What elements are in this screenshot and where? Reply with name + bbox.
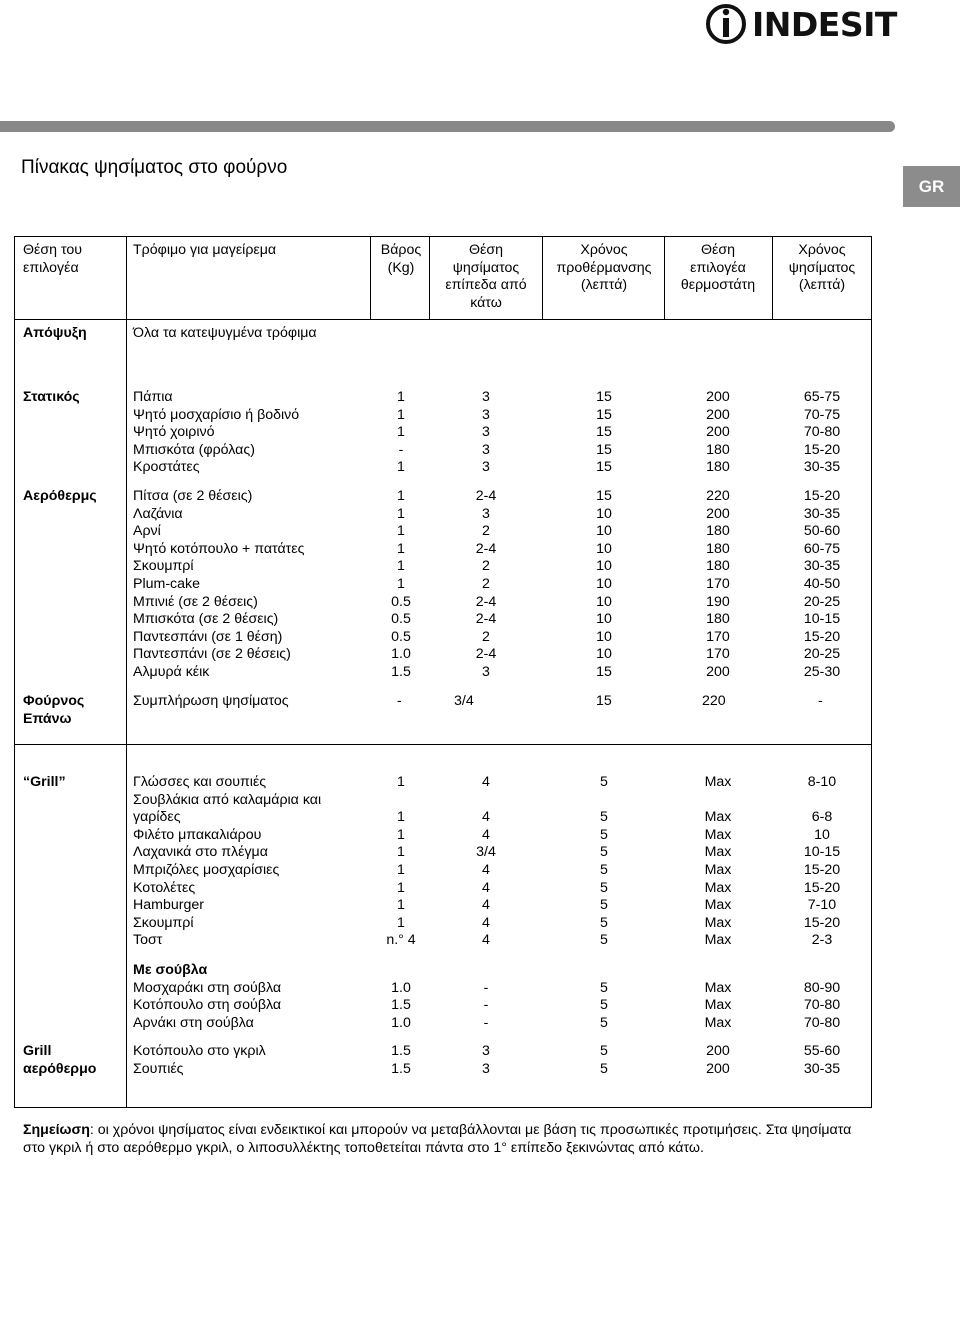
cell-text: Max — [704, 861, 732, 878]
top-rule — [0, 121, 895, 132]
cell-text: 1 — [397, 914, 405, 931]
cell-text: 4 — [482, 774, 490, 790]
cell-text: 200 — [706, 406, 730, 423]
cell-text: 10 — [596, 523, 612, 540]
col-line — [772, 236, 773, 319]
cell-text: 10 — [814, 826, 830, 843]
cell-text: 1 — [397, 861, 405, 878]
cell-text: Σουπιές — [133, 1060, 184, 1077]
sub-level-list — [432, 980, 540, 1033]
cell-text: 3 — [482, 389, 490, 405]
cell-text: 25-30 — [803, 663, 841, 680]
cell-text: 10 — [596, 611, 612, 628]
cell-text: 10 — [596, 575, 612, 592]
weight-list — [374, 389, 428, 477]
cell-text: 5 — [600, 1060, 608, 1077]
cell-text: 15-20 — [803, 628, 841, 645]
cell-text: 1 — [397, 809, 405, 826]
cell-text: 5 — [600, 914, 608, 931]
cell-text: 200 — [706, 424, 730, 441]
footnote-label: Σημείωση — [23, 1122, 90, 1138]
col-line — [871, 236, 872, 1108]
cell-text: - — [483, 997, 489, 1014]
cell-text: Σουβλάκια από καλαμάρια και — [133, 791, 322, 808]
food-list — [133, 389, 369, 477]
food-list — [133, 774, 369, 950]
header-level — [432, 242, 540, 312]
cell-text: 15 — [596, 424, 612, 441]
cell-text: 200 — [706, 1060, 730, 1077]
cell-text: 200 — [706, 1043, 730, 1059]
cell-text: 4 — [482, 914, 490, 931]
cell-text: 5 — [600, 861, 608, 878]
header-mode — [23, 242, 125, 277]
cell-text: Max — [704, 879, 732, 896]
cell-text: Ψητό κοτόπουλο + πατάτες — [133, 540, 305, 557]
cell-text — [432, 792, 540, 810]
food-list — [133, 1043, 369, 1078]
cell-text: 70-75 — [803, 406, 841, 423]
col-line — [542, 236, 543, 319]
header-text: ψησίματος — [452, 259, 520, 276]
cell-text: 2 — [482, 558, 490, 575]
cell-text: Αρνάκι στη σούβλα — [133, 1014, 254, 1031]
cell-text: 1 — [397, 774, 405, 790]
cell-text: Παντεσπάνι (σε 1 θέση) — [133, 628, 283, 645]
header-text: Θέση — [700, 242, 735, 258]
cell-text: 5 — [600, 997, 608, 1014]
thermostat-list — [666, 488, 770, 682]
cell-text: Κοτόπουλο στο γκριλ — [133, 1043, 266, 1059]
cell-text: 5 — [600, 897, 608, 914]
cell-text: 1 — [397, 879, 405, 896]
cell-text: 1.0 — [391, 979, 411, 996]
cell-text: Σκουμπρί — [133, 914, 194, 931]
cell-text: 1 — [397, 459, 405, 476]
cell-text: Max — [704, 932, 732, 949]
cell-text: 1.0 — [391, 646, 411, 663]
cell-text: Γλώσσες και σουπιές — [133, 774, 267, 790]
food-list — [133, 325, 369, 343]
cell-text: 15-20 — [803, 914, 841, 931]
header-thermostat — [666, 242, 770, 295]
cell-text: 15 — [596, 389, 612, 405]
cell-text: Μπισκότα (φρόλας) — [133, 441, 255, 458]
cell-text: Τοστ — [133, 932, 163, 949]
cell-text: Μοσχαράκι στη σούβλα — [133, 979, 282, 996]
cell-text: 180 — [706, 540, 730, 557]
cell-text: 65-75 — [803, 389, 841, 405]
header-text: Χρόνος — [798, 242, 846, 258]
cell-text: 15 — [596, 459, 612, 476]
cell-text: 1 — [397, 406, 405, 423]
preheat-list — [545, 389, 663, 477]
cell-text: 1 — [397, 844, 405, 861]
header-text: ψησίματος — [788, 259, 856, 276]
section-mode — [23, 325, 125, 343]
sub-food-list — [133, 980, 369, 1033]
cell-text: 20-25 — [803, 646, 841, 663]
cell-text: 0.5 — [391, 593, 411, 610]
cell-text: 1 — [397, 897, 405, 914]
sub-weight-list — [374, 980, 428, 1033]
cell-text: 200 — [706, 663, 730, 680]
cell-text: 2-3 — [811, 932, 833, 949]
cell-text: Ψητό χοιρινό — [133, 424, 215, 441]
cell-text: 80-90 — [803, 979, 841, 996]
cell-text: 4 — [482, 826, 490, 843]
cell-text: 15 — [596, 488, 612, 504]
cell-text: 4 — [482, 809, 490, 826]
summary-thermo: 220 — [702, 693, 726, 709]
cell-text: 1.5 — [391, 1060, 411, 1077]
cell-text: 1 — [397, 540, 405, 557]
thermostat-list — [666, 1043, 770, 1078]
sub-time-list — [774, 980, 870, 1033]
cell-text: Στατικός — [23, 389, 80, 405]
cell-text: 10 — [596, 628, 612, 645]
cell-text: Λαζάνια — [133, 505, 183, 522]
cell-text: 1 — [397, 424, 405, 441]
cell-text: Plum-cake — [133, 575, 201, 592]
cell-text: 15 — [596, 663, 612, 680]
cell-text: 170 — [706, 628, 730, 645]
cell-text: 180 — [706, 523, 730, 540]
cell-text: 1 — [397, 523, 405, 540]
col-line — [14, 236, 15, 1108]
cell-text: 2-4 — [475, 488, 497, 504]
cell-text: 0.5 — [391, 611, 411, 628]
cell-text: 1.5 — [391, 1043, 411, 1059]
cell-text: - — [483, 1014, 489, 1031]
cell-text: 3 — [482, 1060, 490, 1077]
preheat-list — [545, 1043, 663, 1078]
cell-text: 0.5 — [391, 628, 411, 645]
preheat-list — [545, 488, 663, 682]
header-text: (Kg) — [387, 259, 415, 276]
cell-text: 15-20 — [803, 879, 841, 896]
level-list — [432, 1043, 540, 1078]
section-mode — [23, 1043, 125, 1078]
cell-text: 5 — [600, 932, 608, 949]
food-list — [133, 693, 369, 711]
header-text: Βάρος — [380, 242, 422, 258]
cell-text: Αερόθερμς — [23, 488, 97, 504]
header-text: (λεπτά) — [798, 277, 846, 294]
cell-text: 15-20 — [803, 488, 841, 504]
cell-text: 5 — [600, 844, 608, 861]
cell-text: 60-75 — [803, 540, 841, 557]
cell-text: 10 — [596, 646, 612, 663]
cell-text: 3 — [482, 1043, 490, 1059]
cell-text: Hamburger — [133, 897, 204, 914]
table-border-top — [14, 236, 871, 237]
cell-text: 1 — [397, 389, 405, 405]
summary-preheat: 15 — [596, 693, 612, 709]
cell-text: Max — [704, 809, 732, 826]
cell-text: 3 — [482, 663, 490, 680]
level-list — [432, 389, 540, 477]
cell-text: 4 — [482, 861, 490, 878]
cell-text: 5 — [600, 774, 608, 790]
cell-text: 1 — [397, 575, 405, 592]
cell-text: Max — [704, 897, 732, 914]
header-time — [774, 242, 870, 295]
cell-text: Grill — [23, 1043, 52, 1059]
cell-text: 5 — [600, 1043, 608, 1059]
thermostat-list — [666, 389, 770, 477]
cell-text: Επάνω — [23, 710, 72, 727]
section-mode — [23, 488, 125, 506]
sub-thermostat-list — [666, 980, 770, 1033]
cell-text: 55-60 — [803, 1043, 841, 1059]
cell-text: 200 — [706, 389, 730, 405]
header-food — [133, 242, 369, 260]
cell-text: 1 — [397, 826, 405, 843]
cell-text — [666, 792, 770, 810]
cell-text: Πάπια — [133, 389, 173, 405]
time-list — [774, 488, 870, 682]
cell-text: 40-50 — [803, 575, 841, 592]
cell-text: 4 — [482, 932, 490, 949]
cell-text: 10 — [596, 505, 612, 522]
header-text: προθέρμανσης — [556, 259, 652, 276]
header-text: Τρόφιμο για μαγείρεμα — [133, 242, 277, 258]
cell-text: Λαχανικά στο πλέγμα — [133, 844, 268, 861]
cell-text: Αρνί — [133, 523, 161, 540]
cell-text — [545, 792, 663, 810]
cell-text: Max — [704, 997, 732, 1014]
cell-text: 3 — [482, 406, 490, 423]
cell-text: 200 — [706, 505, 730, 522]
summary-time: - — [818, 693, 823, 709]
cell-text: “Grill” — [23, 774, 66, 790]
footnote — [23, 1122, 868, 1157]
time-list — [774, 1043, 870, 1078]
cell-text: 10-15 — [803, 611, 841, 628]
cell-text: Σκουμπρί — [133, 558, 194, 575]
cell-text: Max — [704, 844, 732, 861]
cell-text: 30-35 — [803, 558, 841, 575]
cell-text: Κοτολέτες — [133, 879, 196, 896]
cell-text: 2-4 — [475, 540, 497, 557]
header-text: επίπεδα από — [445, 277, 527, 294]
header-weight — [374, 242, 428, 277]
cell-text: 3 — [482, 424, 490, 441]
cell-text: Παντεσπάνι (σε 2 θέσεις) — [133, 646, 291, 663]
cell-text: Max — [704, 774, 732, 790]
cell-text: 30-35 — [803, 1060, 841, 1077]
cell-text: 7-10 — [807, 897, 837, 914]
col-line — [126, 236, 127, 1108]
cell-text: Max — [704, 914, 732, 931]
weight-list — [374, 774, 428, 950]
header-text: Θέση — [468, 242, 503, 258]
sub-heading: Με σούβλα — [133, 962, 208, 978]
cell-text: 3 — [482, 441, 490, 458]
cell-text: Max — [704, 1014, 732, 1031]
header-text: κάτω — [470, 294, 502, 311]
cell-text: 1 — [397, 488, 405, 504]
summary-weight: - — [397, 693, 402, 709]
cell-text: 3/4 — [476, 844, 496, 861]
cell-text: 4 — [482, 897, 490, 914]
cell-text: 5 — [600, 979, 608, 996]
cell-text: n.° 4 — [386, 932, 416, 949]
cell-text: 2 — [482, 523, 490, 540]
cell-text: 4 — [482, 879, 490, 896]
cell-text: 1.0 — [391, 1014, 411, 1031]
cell-text: 5 — [600, 826, 608, 843]
page-title: Πίνακας ψησίματος στο φούρνο — [21, 157, 288, 178]
time-list — [774, 774, 870, 950]
cell-text: Max — [704, 979, 732, 996]
cell-text: γαρίδες — [133, 809, 181, 826]
cell-text: Φούρνος — [23, 693, 85, 709]
food-list — [133, 488, 369, 682]
cell-text: 8-10 — [807, 774, 837, 790]
cell-text: 1.5 — [391, 663, 411, 680]
col-line — [370, 236, 371, 319]
cell-text: 1 — [397, 505, 405, 522]
cell-text: Φιλέτο μπακαλιάρου — [133, 826, 262, 843]
table-border-bottom — [14, 1107, 871, 1108]
header-text: επιλογέα — [23, 259, 79, 276]
cell-text: 3 — [482, 459, 490, 476]
cell-text: Πίτσα (σε 2 θέσεις) — [133, 488, 253, 504]
cell-text: - — [398, 441, 404, 458]
cell-text: 3 — [482, 505, 490, 522]
cell-text: 5 — [600, 1014, 608, 1031]
cell-text: 10 — [596, 540, 612, 557]
cell-text: 180 — [706, 441, 730, 458]
cell-text: Απόψυξη — [23, 325, 87, 341]
cell-text: Συμπλήρωση ψησίματος — [133, 693, 289, 709]
cell-text: Κοτόπουλο στη σούβλα — [133, 997, 282, 1014]
cell-text: 220 — [706, 488, 730, 504]
cell-text: Μπριζόλες μοσχαρίσιες — [133, 861, 280, 878]
level-list — [432, 488, 540, 682]
cell-text: 1.5 — [391, 997, 411, 1014]
cell-text: 50-60 — [803, 523, 841, 540]
cell-text: Μπινιέ (σε 2 θέσεις) — [133, 593, 258, 610]
section-mode — [23, 774, 125, 792]
cell-text: Μπισκότα (σε 2 θέσεις) — [133, 611, 279, 628]
thermostat-list — [666, 774, 770, 950]
cell-text: Αλμυρά κέικ — [133, 663, 210, 680]
cell-text: 5 — [600, 809, 608, 826]
cell-text: 10-15 — [803, 844, 841, 861]
section-mode — [23, 389, 125, 407]
header-text: Θέση του — [23, 242, 83, 258]
brand-name: INDESIT — [752, 5, 897, 44]
header-text: Χρόνος — [580, 242, 628, 258]
header-divider — [14, 319, 871, 320]
cell-text: 180 — [706, 611, 730, 628]
cell-text: 190 — [706, 593, 730, 610]
cell-text: Κροστάτες — [133, 459, 200, 476]
col-line — [429, 236, 430, 319]
cell-text: 2-4 — [475, 593, 497, 610]
cell-text: 2 — [482, 575, 490, 592]
cell-text: 6-8 — [811, 809, 833, 826]
level-list — [432, 774, 540, 950]
cell-text: 70-80 — [803, 1014, 841, 1031]
cell-text: 180 — [706, 558, 730, 575]
cell-text: 70-80 — [803, 997, 841, 1014]
cell-text — [374, 792, 428, 810]
weight-list — [374, 1043, 428, 1078]
header-text: (λεπτά) — [580, 277, 628, 294]
cell-text: 15-20 — [803, 861, 841, 878]
language-tab[interactable]: GR — [903, 166, 960, 207]
cell-text: 30-35 — [803, 459, 841, 476]
cell-text: 15-20 — [803, 441, 841, 458]
header-preheat — [545, 242, 663, 295]
section-mode — [23, 693, 125, 728]
time-list — [774, 389, 870, 477]
cell-text: - — [483, 979, 489, 996]
sub-preheat-list — [545, 980, 663, 1033]
cell-text: 10 — [596, 558, 612, 575]
cell-text: 170 — [706, 575, 730, 592]
header-text: θερμοστάτη — [680, 277, 756, 294]
cell-text: 1 — [397, 558, 405, 575]
cell-text: Όλα τα κατεψυγμένα τρόφιμα — [133, 325, 317, 341]
preheat-list — [545, 774, 663, 950]
footnote-text: : οι χρόνοι ψησίματος είναι ενδεικτικοί και μπορούν να μεταβάλλονται με βάση τις προσωπικές προτιμήσεις. Στα ψησίματα στο γκριλ ή στο αερόθερμο γκριλ, ο λιποσυλλέκτης τοποθετείται πάντα στο 1° επίπεδο ξεκινώντας από κάτω. — [23, 1122, 852, 1156]
cell-text: 70-80 — [803, 424, 841, 441]
weight-list — [374, 488, 428, 682]
cell-text: 10 — [596, 593, 612, 610]
cell-text: 2-4 — [475, 646, 497, 663]
cell-text: 2 — [482, 628, 490, 645]
cell-text: Ψητό μοσχαρίσιο ή βοδινό — [133, 406, 300, 423]
cell-text: 30-35 — [803, 505, 841, 522]
cell-text: 5 — [600, 879, 608, 896]
cell-text: 170 — [706, 646, 730, 663]
col-line — [664, 236, 665, 319]
header-text: επιλογέα — [690, 259, 746, 276]
cell-text: αερόθερμο — [23, 1060, 97, 1077]
cell-text: 180 — [706, 459, 730, 476]
section-divider — [14, 744, 871, 745]
cell-text: 15 — [596, 406, 612, 423]
cell-text: 15 — [596, 441, 612, 458]
cell-text: 2-4 — [475, 611, 497, 628]
summary-level: 3/4 — [454, 693, 474, 709]
cell-text: 20-25 — [803, 593, 841, 610]
cell-text — [774, 792, 870, 810]
cell-text: Max — [704, 826, 732, 843]
